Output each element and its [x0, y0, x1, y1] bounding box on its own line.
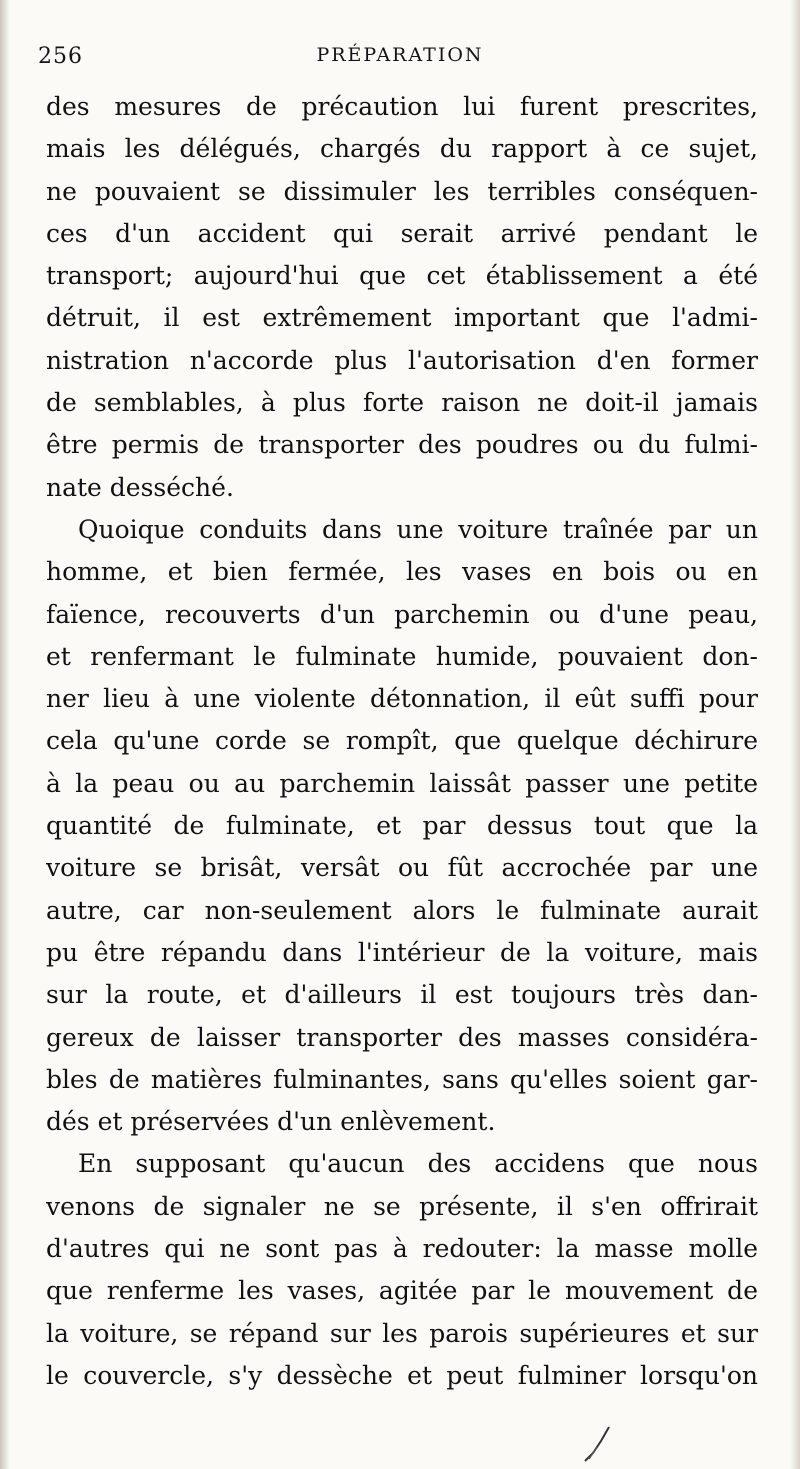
text-line: nistration n'accorde plus l'autorisation d'en former	[46, 345, 758, 375]
text-line: quantité de fulminate, et par dessus tout que la	[46, 811, 758, 841]
text-line: dés et préservées d'un enlèvement.	[46, 1107, 496, 1137]
page-number: 256	[38, 44, 83, 69]
text-line: transport; aujourd'hui que cet établissement a été	[46, 261, 758, 291]
text-line: bles de matières fulminantes, sans qu'elles soient gar-	[46, 1064, 758, 1094]
text-line: autre, car non-seulement alors le fulminate aurait	[46, 895, 758, 925]
text-line: d'autres qui ne sont pas à redouter: la masse molle	[46, 1234, 758, 1264]
text-line: le couvercle, s'y dessèche et peut fulminer lorsqu'on	[46, 1360, 758, 1390]
text-line: des mesures de précaution lui furent prescrites,	[46, 92, 758, 121]
text-line: Quoique conduits dans une voiture traînée par un	[78, 514, 758, 544]
text-line: mais les délégués, chargés du rapport à ce sujet,	[46, 134, 758, 164]
text-line: être permis de transporter des poudres ou du fulmi-	[46, 430, 758, 460]
ink-stroke-mark	[583, 1425, 611, 1463]
text-line: En supposant qu'aucun des accidens que nous	[78, 1149, 758, 1179]
running-head: PRÉPARATION	[316, 44, 484, 66]
text-line: voiture se brisât, versât ou fût accrochée par une	[46, 853, 758, 883]
text-line: sur la route, et d'ailleurs il est toujours très dan-	[46, 980, 758, 1010]
body-text	[46, 86, 758, 1397]
text-line: gereux de laisser transporter des masses considéra-	[46, 1022, 758, 1052]
text-line: faïence, recouverts d'un parchemin ou d'une peau,	[46, 599, 758, 629]
text-line: nate desséché.	[46, 472, 234, 502]
text-line: et renfermant le fulminate humide, pouvaient don-	[46, 641, 758, 671]
text-line: pu être répandu dans l'intérieur de la voiture, mais	[46, 937, 758, 967]
page-edge-shadow-left	[0, 0, 10, 1469]
text-line: venons de signaler ne se présente, il s'en offrirait	[46, 1191, 758, 1221]
text-line: à la peau ou au parchemin laissât passer une petite	[46, 768, 758, 798]
text-line: ces d'un accident qui serait arrivé pendant le	[46, 218, 758, 248]
page-edge-shadow-right	[790, 0, 800, 1469]
text-line: cela qu'une corde se rompît, que quelque déchirure	[46, 726, 758, 756]
text-line: la voiture, se répand sur les parois supérieures et sur	[46, 1318, 758, 1348]
text-line: détruit, il est extrêmement important que l'admi-	[46, 303, 758, 333]
text-line: ne pouvaient se dissimuler les terribles conséquen-	[46, 176, 758, 206]
text-line: homme, et bien fermée, les vases en bois ou en	[46, 557, 758, 587]
text-line: que renferme les vases, agitée par le mouvement de	[46, 1276, 758, 1306]
text-line: de semblables, à plus forte raison ne doit-il jamais	[46, 388, 758, 418]
text-line: ner lieu à une violente détonnation, il eût suffi pour	[46, 684, 758, 714]
